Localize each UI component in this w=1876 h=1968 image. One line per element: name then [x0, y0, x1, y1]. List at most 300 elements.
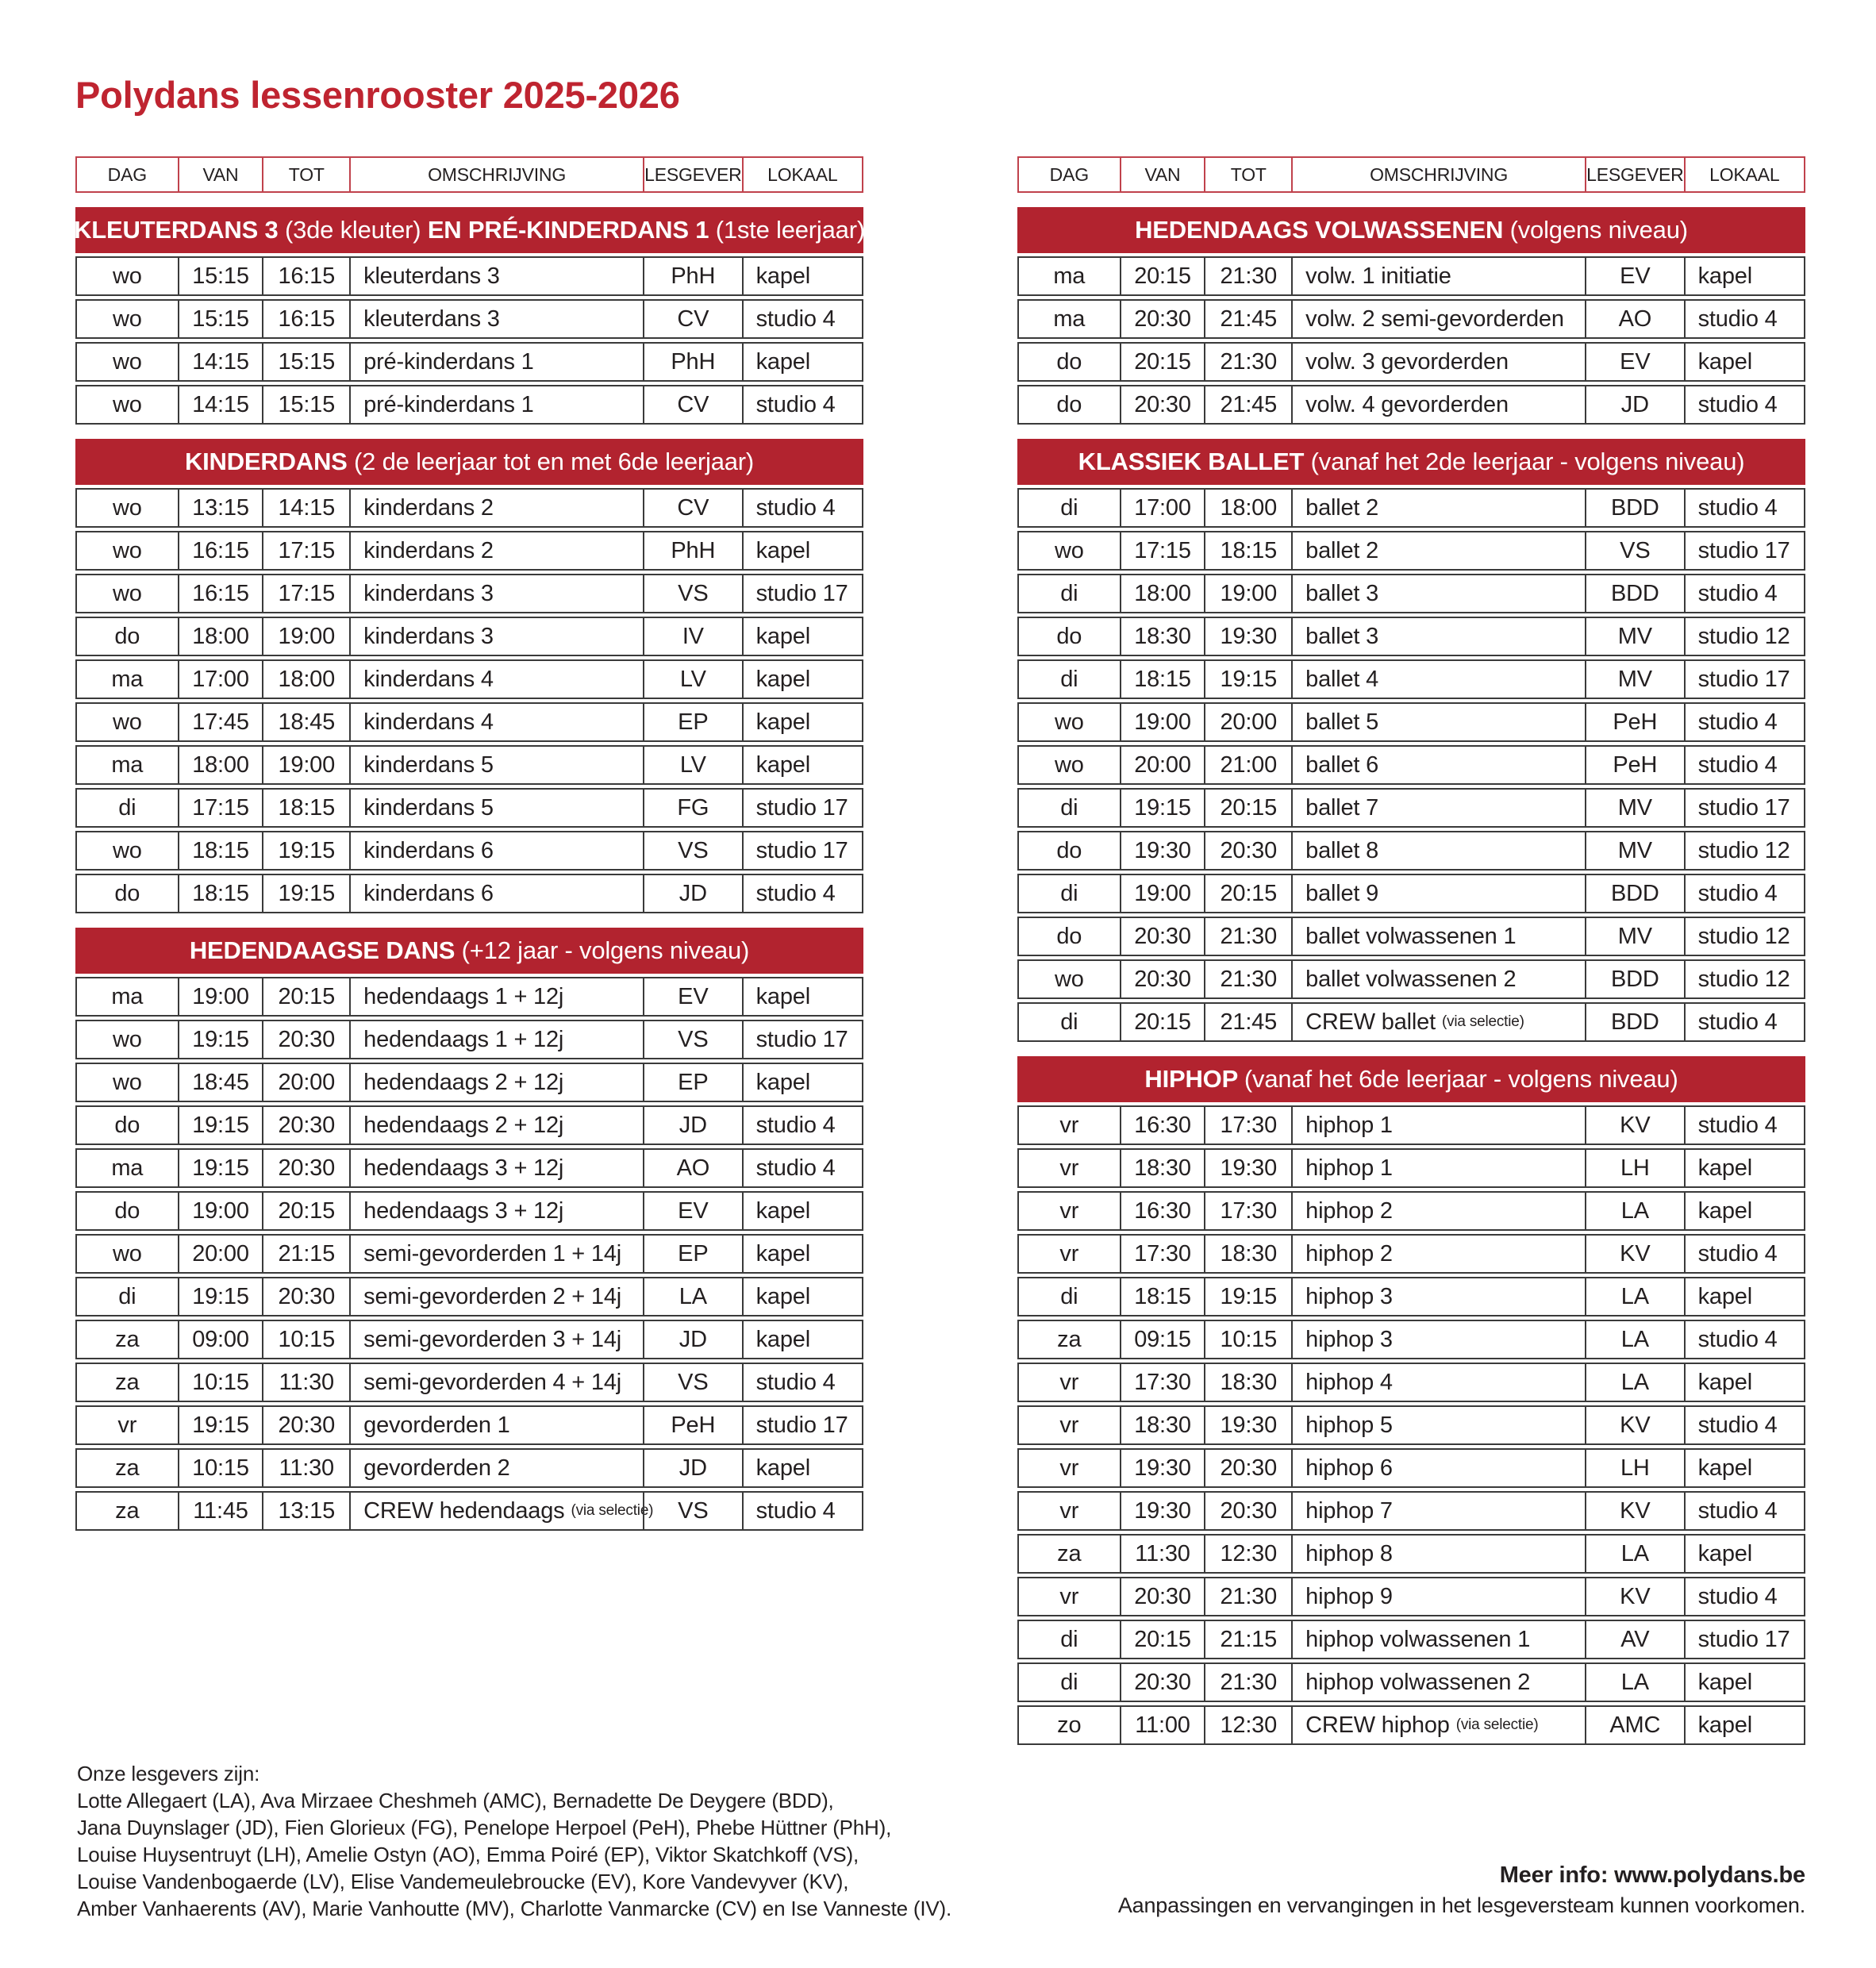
- cell-van: 20:00: [178, 1236, 263, 1272]
- cell-van: 18:00: [178, 618, 263, 655]
- lesson-name: hedendaags 2 + 12j: [363, 1069, 564, 1095]
- table-row: [1017, 1577, 1805, 1616]
- cell-omschrijving: [1291, 1664, 1585, 1701]
- cell-tot: 20:15: [262, 978, 349, 1015]
- cell-van: 18:15: [1120, 1278, 1205, 1315]
- table-row: [1017, 959, 1805, 999]
- info-url: Meer info: www.polydans.be: [1499, 1862, 1805, 1888]
- cell-tot: 20:30: [262, 1150, 349, 1186]
- cell-omschrijving: [1291, 1493, 1585, 1529]
- table-row: [75, 342, 863, 382]
- cell-tot: 21:15: [1204, 1621, 1291, 1658]
- lesson-name: hiphop 2: [1305, 1240, 1393, 1267]
- cell-dag: wo: [112, 348, 142, 375]
- cell-omschrijving: [349, 875, 643, 912]
- section-header: [75, 439, 863, 485]
- lesson-name: CREW hedendaags: [363, 1497, 565, 1524]
- cell-lokaal: studio 4: [742, 1493, 862, 1529]
- cell-lesgever: LV: [643, 661, 742, 698]
- cell-van: 20:30: [1120, 1664, 1205, 1701]
- schedule-column-right: [1017, 156, 1805, 1748]
- cell-omschrijving: [1291, 704, 1585, 740]
- cell-lesgever: VS: [643, 832, 742, 869]
- cell-omschrijving: [349, 575, 643, 612]
- cell-omschrijving: [349, 490, 643, 526]
- table-row: [75, 256, 863, 296]
- cell-omschrijving: [349, 978, 643, 1015]
- cell-van: 17:30: [1120, 1364, 1205, 1401]
- cell-lesgever: PeH: [1585, 704, 1684, 740]
- cell-lesgever: AMC: [1585, 1707, 1684, 1743]
- cell-lesgever: MV: [1585, 790, 1684, 826]
- section-title-bold: HEDENDAAGS VOLWASSENEN: [1135, 216, 1510, 244]
- cell-lesgever: MV: [1585, 832, 1684, 869]
- lesson-name: kinderdans 6: [363, 837, 494, 863]
- cell-dag: ma: [111, 1155, 144, 1181]
- cell-van: 17:15: [1120, 532, 1205, 569]
- teachers-line: Lotte Allegaert (LA), Ava Mirzaee Cheshmeh (AMC), Bernadette De Deygere (BDD),: [77, 1789, 834, 1812]
- lesson-name: hiphop 7: [1305, 1497, 1393, 1524]
- cell-tot: 16:15: [262, 258, 349, 294]
- cell-omschrijving: [349, 1278, 643, 1315]
- table-row: [75, 874, 863, 913]
- table-row: [1017, 1002, 1805, 1042]
- table-row: [1017, 1148, 1805, 1188]
- header-cell-tot: TOT: [1204, 158, 1291, 191]
- info-note: Aanpassingen en vervangingen in het lesgeversteam kunnen voorkomen.: [1117, 1893, 1805, 1917]
- header-cell-omschrijving: OMSCHRIJVING: [349, 158, 643, 191]
- cell-lesgever: LA: [1585, 1664, 1684, 1701]
- cell-van: 20:00: [1120, 747, 1205, 783]
- schedule-columns: [75, 156, 1805, 1748]
- cell-van: 14:15: [178, 344, 263, 380]
- cell-tot: 19:30: [1204, 618, 1291, 655]
- cell-lesgever: AV: [1585, 1621, 1684, 1658]
- cell-van: 15:15: [178, 258, 263, 294]
- cell-tot: 21:30: [1204, 918, 1291, 955]
- cell-omschrijving: [1291, 832, 1585, 869]
- table-row: [1017, 617, 1805, 656]
- cell-omschrijving: [349, 532, 643, 569]
- section-title-bold: KLASSIEK BALLET: [1078, 448, 1311, 475]
- cell-van: 14:15: [178, 386, 263, 423]
- cell-lesgever: BDD: [1585, 961, 1684, 997]
- cell-omschrijving: [1291, 661, 1585, 698]
- lesson-name: kinderdans 2: [363, 537, 494, 563]
- lesson-name: ballet 2: [1305, 537, 1379, 563]
- cell-lokaal: studio 4: [1684, 875, 1804, 912]
- lesson-name: hiphop 2: [1305, 1197, 1393, 1224]
- cell-lokaal: studio 17: [742, 575, 862, 612]
- cell-lokaal: studio 4: [742, 386, 862, 423]
- lesson-name: semi-gevorderden 3 + 14j: [363, 1326, 622, 1352]
- cell-omschrijving: [349, 1364, 643, 1401]
- cell-dag: vr: [1059, 1455, 1079, 1481]
- lesson-note: (via selectie): [1455, 1716, 1539, 1733]
- cell-lokaal: kapel: [742, 704, 862, 740]
- cell-omschrijving: [1291, 1004, 1585, 1040]
- cell-lokaal: kapel: [742, 532, 862, 569]
- cell-van: 18:15: [178, 875, 263, 912]
- cell-dag: ma: [1053, 263, 1086, 289]
- section-header: [75, 207, 863, 253]
- cell-van: 19:15: [178, 1107, 263, 1144]
- table-row: [1017, 1448, 1805, 1488]
- cell-omschrijving: [1291, 258, 1585, 294]
- cell-lokaal: kapel: [742, 618, 862, 655]
- cell-tot: 19:30: [1204, 1407, 1291, 1443]
- teachers-intro: Onze lesgevers zijn:: [77, 1762, 260, 1785]
- cell-van: 16:15: [178, 532, 263, 569]
- cell-tot: 20:15: [1204, 790, 1291, 826]
- cell-dag: zo: [1057, 1712, 1082, 1738]
- cell-tot: 19:00: [262, 618, 349, 655]
- header-cell-lesgever: LESGEVER: [643, 158, 742, 191]
- cell-tot: 18:15: [1204, 532, 1291, 569]
- cell-van: 17:00: [178, 661, 263, 698]
- cell-lesgever: LA: [1585, 1536, 1684, 1572]
- table-row: [1017, 1320, 1805, 1359]
- section-title-normal: (3de kleuter): [284, 216, 428, 244]
- cell-lesgever: CV: [643, 301, 742, 337]
- cell-lesgever: EV: [1585, 344, 1684, 380]
- cell-lokaal: studio 4: [1684, 1407, 1804, 1443]
- cell-van: 16:30: [1120, 1193, 1205, 1229]
- cell-dag: za: [115, 1369, 140, 1395]
- cell-dag: di: [1060, 580, 1078, 606]
- table-row: [1017, 1662, 1805, 1702]
- cell-dag: za: [115, 1497, 140, 1524]
- cell-omschrijving: [1291, 1150, 1585, 1186]
- cell-dag: vr: [1059, 1497, 1079, 1524]
- cell-omschrijving: [1291, 1236, 1585, 1272]
- teachers-line: Louise Vandenbogaerde (LV), Elise Vandemeulebroucke (EV), Kore Vandevyver (KV),: [77, 1870, 849, 1893]
- table-row: [1017, 488, 1805, 528]
- cell-omschrijving: [349, 344, 643, 380]
- cell-tot: 12:30: [1204, 1536, 1291, 1572]
- cell-tot: 17:30: [1204, 1193, 1291, 1229]
- cell-dag: wo: [1054, 709, 1084, 735]
- cell-lesgever: MV: [1585, 661, 1684, 698]
- table-row: [1017, 788, 1805, 828]
- cell-van: 20:15: [1120, 1004, 1205, 1040]
- cell-dag: do: [1056, 623, 1082, 649]
- cell-tot: 19:00: [262, 747, 349, 783]
- cell-tot: 16:15: [262, 301, 349, 337]
- cell-lokaal: studio 4: [1684, 1493, 1804, 1529]
- cell-van: 15:15: [178, 301, 263, 337]
- table-row: [1017, 1191, 1805, 1231]
- cell-van: 20:15: [1120, 1621, 1205, 1658]
- cell-lesgever: JD: [643, 1321, 742, 1358]
- lesson-name: pré-kinderdans 1: [363, 348, 534, 375]
- cell-van: 19:15: [178, 1278, 263, 1315]
- cell-tot: 19:15: [1204, 661, 1291, 698]
- cell-omschrijving: [349, 386, 643, 423]
- cell-lesgever: PeH: [643, 1407, 742, 1443]
- table-row: [1017, 1363, 1805, 1402]
- lesson-name: kinderdans 4: [363, 709, 494, 735]
- teachers-line: Louise Huysentruyt (LH), Amelie Ostyn (AO), Emma Poiré (EP), Viktor Skatchkoff (VS),: [77, 1843, 859, 1866]
- cell-lokaal: kapel: [742, 258, 862, 294]
- lesson-name: ballet volwassenen 2: [1305, 966, 1517, 992]
- cell-lesgever: EP: [643, 1236, 742, 1272]
- table-row: [1017, 574, 1805, 613]
- table-row: [1017, 745, 1805, 785]
- lesson-name: kleuterdans 3: [363, 306, 500, 332]
- cell-van: 10:15: [178, 1364, 263, 1401]
- cell-lesgever: BDD: [1585, 1004, 1684, 1040]
- lesson-name: kinderdans 4: [363, 666, 494, 692]
- cell-omschrijving: [1291, 532, 1585, 569]
- table-row: [75, 702, 863, 742]
- cell-omschrijving: [1291, 790, 1585, 826]
- cell-dag: do: [114, 880, 140, 906]
- lesson-name: hiphop 5: [1305, 1412, 1393, 1438]
- cell-tot: 20:15: [262, 1193, 349, 1229]
- lesson-name: ballet 8: [1305, 837, 1379, 863]
- cell-lesgever: KV: [1585, 1107, 1684, 1144]
- cell-dag: vr: [1059, 1369, 1079, 1395]
- cell-lesgever: EP: [643, 704, 742, 740]
- header-cell-tot: TOT: [262, 158, 349, 191]
- lesson-name: semi-gevorderden 1 + 14j: [363, 1240, 622, 1267]
- cell-lokaal: kapel: [1684, 1450, 1804, 1486]
- cell-lesgever: KV: [1585, 1236, 1684, 1272]
- cell-lesgever: LH: [1585, 1150, 1684, 1186]
- cell-dag: za: [115, 1455, 140, 1481]
- lesson-name: hiphop 4: [1305, 1369, 1393, 1395]
- table-row: [75, 299, 863, 339]
- cell-lokaal: kapel: [742, 1064, 862, 1101]
- cell-lokaal: studio 4: [1684, 1578, 1804, 1615]
- section-title-bold: EN PRÉ-KINDERDANS 1: [427, 216, 716, 244]
- cell-omschrijving: [349, 832, 643, 869]
- cell-dag: ma: [111, 666, 144, 692]
- cell-lokaal: studio 4: [742, 1107, 862, 1144]
- cell-van: 11:45: [178, 1493, 263, 1529]
- header-cell-dag: DAG: [1049, 163, 1089, 185]
- cell-lokaal: kapel: [1684, 1707, 1804, 1743]
- cell-van: 17:45: [178, 704, 263, 740]
- cell-dag: wo: [112, 306, 142, 332]
- lesson-name: hiphop 1: [1305, 1155, 1393, 1181]
- cell-lokaal: kapel: [742, 1278, 862, 1315]
- cell-tot: 20:30: [262, 1107, 349, 1144]
- lesson-name: hiphop 9: [1305, 1583, 1393, 1609]
- cell-dag: za: [1057, 1540, 1082, 1566]
- cell-omschrijving: [1291, 1536, 1585, 1572]
- cell-van: 19:00: [178, 978, 263, 1015]
- cell-tot: 18:45: [262, 704, 349, 740]
- cell-tot: 20:30: [1204, 1493, 1291, 1529]
- lesson-name: gevorderden 1: [363, 1412, 510, 1438]
- table-row: [75, 617, 863, 656]
- lesson-name: ballet 4: [1305, 666, 1379, 692]
- table-row: [75, 488, 863, 528]
- table-row: [75, 1234, 863, 1274]
- cell-dag: za: [1057, 1326, 1082, 1352]
- cell-dag: di: [1060, 794, 1078, 821]
- cell-lesgever: EP: [643, 1064, 742, 1101]
- lesson-name: hiphop 1: [1305, 1112, 1393, 1138]
- cell-dag: za: [115, 1326, 140, 1352]
- cell-lesgever: PeH: [1585, 747, 1684, 783]
- cell-dag: di: [118, 794, 136, 821]
- cell-dag: wo: [112, 1240, 142, 1267]
- section-header: [1017, 439, 1805, 485]
- cell-lokaal: studio 17: [1684, 790, 1804, 826]
- cell-tot: 18:30: [1204, 1364, 1291, 1401]
- cell-dag: wo: [112, 1069, 142, 1095]
- cell-lokaal: studio 4: [1684, 490, 1804, 526]
- cell-dag: vr: [1059, 1583, 1079, 1609]
- cell-lokaal: kapel: [742, 661, 862, 698]
- cell-lesgever: BDD: [1585, 575, 1684, 612]
- header-cell-dag: DAG: [107, 163, 147, 185]
- cell-lokaal: kapel: [742, 1236, 862, 1272]
- cell-omschrijving: [1291, 961, 1585, 997]
- cell-lesgever: BDD: [1585, 875, 1684, 912]
- table-row: [75, 1448, 863, 1488]
- cell-lesgever: VS: [643, 575, 742, 612]
- header-cell-van: VAN: [1120, 158, 1205, 191]
- cell-van: 20:15: [1120, 258, 1205, 294]
- cell-van: 19:30: [1120, 1493, 1205, 1529]
- cell-dag: wo: [112, 263, 142, 289]
- cell-omschrijving: [1291, 1578, 1585, 1615]
- lesson-name: ballet 3: [1305, 580, 1379, 606]
- cell-lokaal: studio 4: [1684, 575, 1804, 612]
- table-row: [1017, 531, 1805, 571]
- header-cell-lokaal: LOKAAL: [1684, 158, 1804, 191]
- cell-lesgever: CV: [643, 490, 742, 526]
- table-row: [1017, 702, 1805, 742]
- cell-lesgever: MV: [1585, 918, 1684, 955]
- cell-omschrijving: [349, 704, 643, 740]
- lesson-name: hedendaags 3 + 12j: [363, 1155, 564, 1181]
- cell-lokaal: studio 12: [1684, 832, 1804, 869]
- cell-van: 09:00: [178, 1321, 263, 1358]
- cell-lokaal: studio 17: [742, 1407, 862, 1443]
- cell-tot: 20:30: [262, 1021, 349, 1058]
- cell-tot: 20:00: [262, 1064, 349, 1101]
- section-title-bold: HEDENDAAGSE DANS: [189, 936, 462, 964]
- cell-lesgever: LA: [1585, 1321, 1684, 1358]
- cell-van: 09:15: [1120, 1321, 1205, 1358]
- cell-van: 19:00: [178, 1193, 263, 1229]
- cell-lokaal: studio 4: [742, 1364, 862, 1401]
- table-row: [75, 1148, 863, 1188]
- cell-lesgever: JD: [643, 1107, 742, 1144]
- cell-lokaal: kapel: [1684, 1664, 1804, 1701]
- cell-dag: do: [114, 623, 140, 649]
- cell-omschrijving: [349, 790, 643, 826]
- cell-omschrijving: [349, 1021, 643, 1058]
- table-row: [1017, 1405, 1805, 1445]
- lesson-name: hiphop 3: [1305, 1283, 1393, 1309]
- cell-van: 11:00: [1120, 1707, 1205, 1743]
- cell-lesgever: AO: [643, 1150, 742, 1186]
- teachers-line: Amber Vanhaerents (AV), Marie Vanhoutte (MV), Charlotte Vanmarcke (CV) en Ise Vanneste (IV).: [77, 1897, 951, 1920]
- table-row: [75, 574, 863, 613]
- cell-van: 20:15: [1120, 344, 1205, 380]
- cell-van: 10:15: [178, 1450, 263, 1486]
- cell-lokaal: kapel: [1684, 1278, 1804, 1315]
- cell-tot: 19:00: [1204, 575, 1291, 612]
- cell-omschrijving: [349, 1107, 643, 1144]
- lesson-name: ballet 3: [1305, 623, 1379, 649]
- cell-dag: di: [1060, 1283, 1078, 1309]
- lesson-name: gevorderden 2: [363, 1455, 510, 1481]
- cell-lesgever: KV: [1585, 1578, 1684, 1615]
- cell-lokaal: studio 17: [742, 832, 862, 869]
- cell-dag: wo: [112, 391, 142, 417]
- cell-van: 20:30: [1120, 301, 1205, 337]
- cell-van: 19:00: [1120, 875, 1205, 912]
- cell-lokaal: kapel: [742, 1450, 862, 1486]
- cell-van: 20:30: [1120, 961, 1205, 997]
- header-cell-lokaal: LOKAAL: [742, 158, 862, 191]
- cell-lokaal: studio 17: [742, 790, 862, 826]
- cell-van: 17:30: [1120, 1236, 1205, 1272]
- cell-lokaal: studio 4: [742, 875, 862, 912]
- cell-omschrijving: [1291, 1107, 1585, 1144]
- table-row: [75, 831, 863, 871]
- cell-lesgever: IV: [643, 618, 742, 655]
- cell-omschrijving: [349, 1193, 643, 1229]
- cell-van: 18:30: [1120, 1150, 1205, 1186]
- schedule-column-left: [75, 156, 863, 1748]
- cell-tot: 19:15: [1204, 1278, 1291, 1315]
- cell-omschrijving: [1291, 1278, 1585, 1315]
- lesson-name: CREW hiphop: [1305, 1712, 1450, 1738]
- cell-lesgever: LA: [1585, 1278, 1684, 1315]
- cell-lokaal: kapel: [742, 747, 862, 783]
- cell-lesgever: AO: [1585, 301, 1684, 337]
- cell-van: 20:30: [1120, 918, 1205, 955]
- table-row: [1017, 1620, 1805, 1659]
- section-title-normal: (+12 jaar - volgens niveau): [461, 936, 750, 964]
- cell-van: 17:15: [178, 790, 263, 826]
- cell-van: 13:15: [178, 490, 263, 526]
- cell-tot: 21:15: [262, 1236, 349, 1272]
- cell-tot: 10:15: [1204, 1321, 1291, 1358]
- lesson-name: hiphop 3: [1305, 1326, 1393, 1352]
- cell-lokaal: studio 4: [742, 490, 862, 526]
- table-row: [75, 745, 863, 785]
- header-cell-lesgever: LESGEVER: [1585, 158, 1684, 191]
- section-title-normal: (vanaf het 2de leerjaar - volgens niveau): [1310, 448, 1745, 475]
- cell-lokaal: kapel: [742, 1321, 862, 1358]
- cell-van: 19:00: [1120, 704, 1205, 740]
- cell-van: 18:45: [178, 1064, 263, 1101]
- cell-dag: wo: [112, 580, 142, 606]
- cell-omschrijving: [1291, 1450, 1585, 1486]
- cell-lokaal: studio 4: [1684, 704, 1804, 740]
- cell-omschrijving: [349, 1407, 643, 1443]
- table-row: [1017, 1234, 1805, 1274]
- cell-lesgever: LV: [643, 747, 742, 783]
- cell-lesgever: LA: [643, 1278, 742, 1315]
- cell-lesgever: PhH: [643, 258, 742, 294]
- cell-tot: 20:15: [1204, 875, 1291, 912]
- cell-dag: do: [1056, 391, 1082, 417]
- cell-tot: 18:30: [1204, 1236, 1291, 1272]
- lesson-name: kinderdans 3: [363, 623, 494, 649]
- column-header-row: [1017, 156, 1805, 193]
- cell-dag: vr: [1059, 1240, 1079, 1267]
